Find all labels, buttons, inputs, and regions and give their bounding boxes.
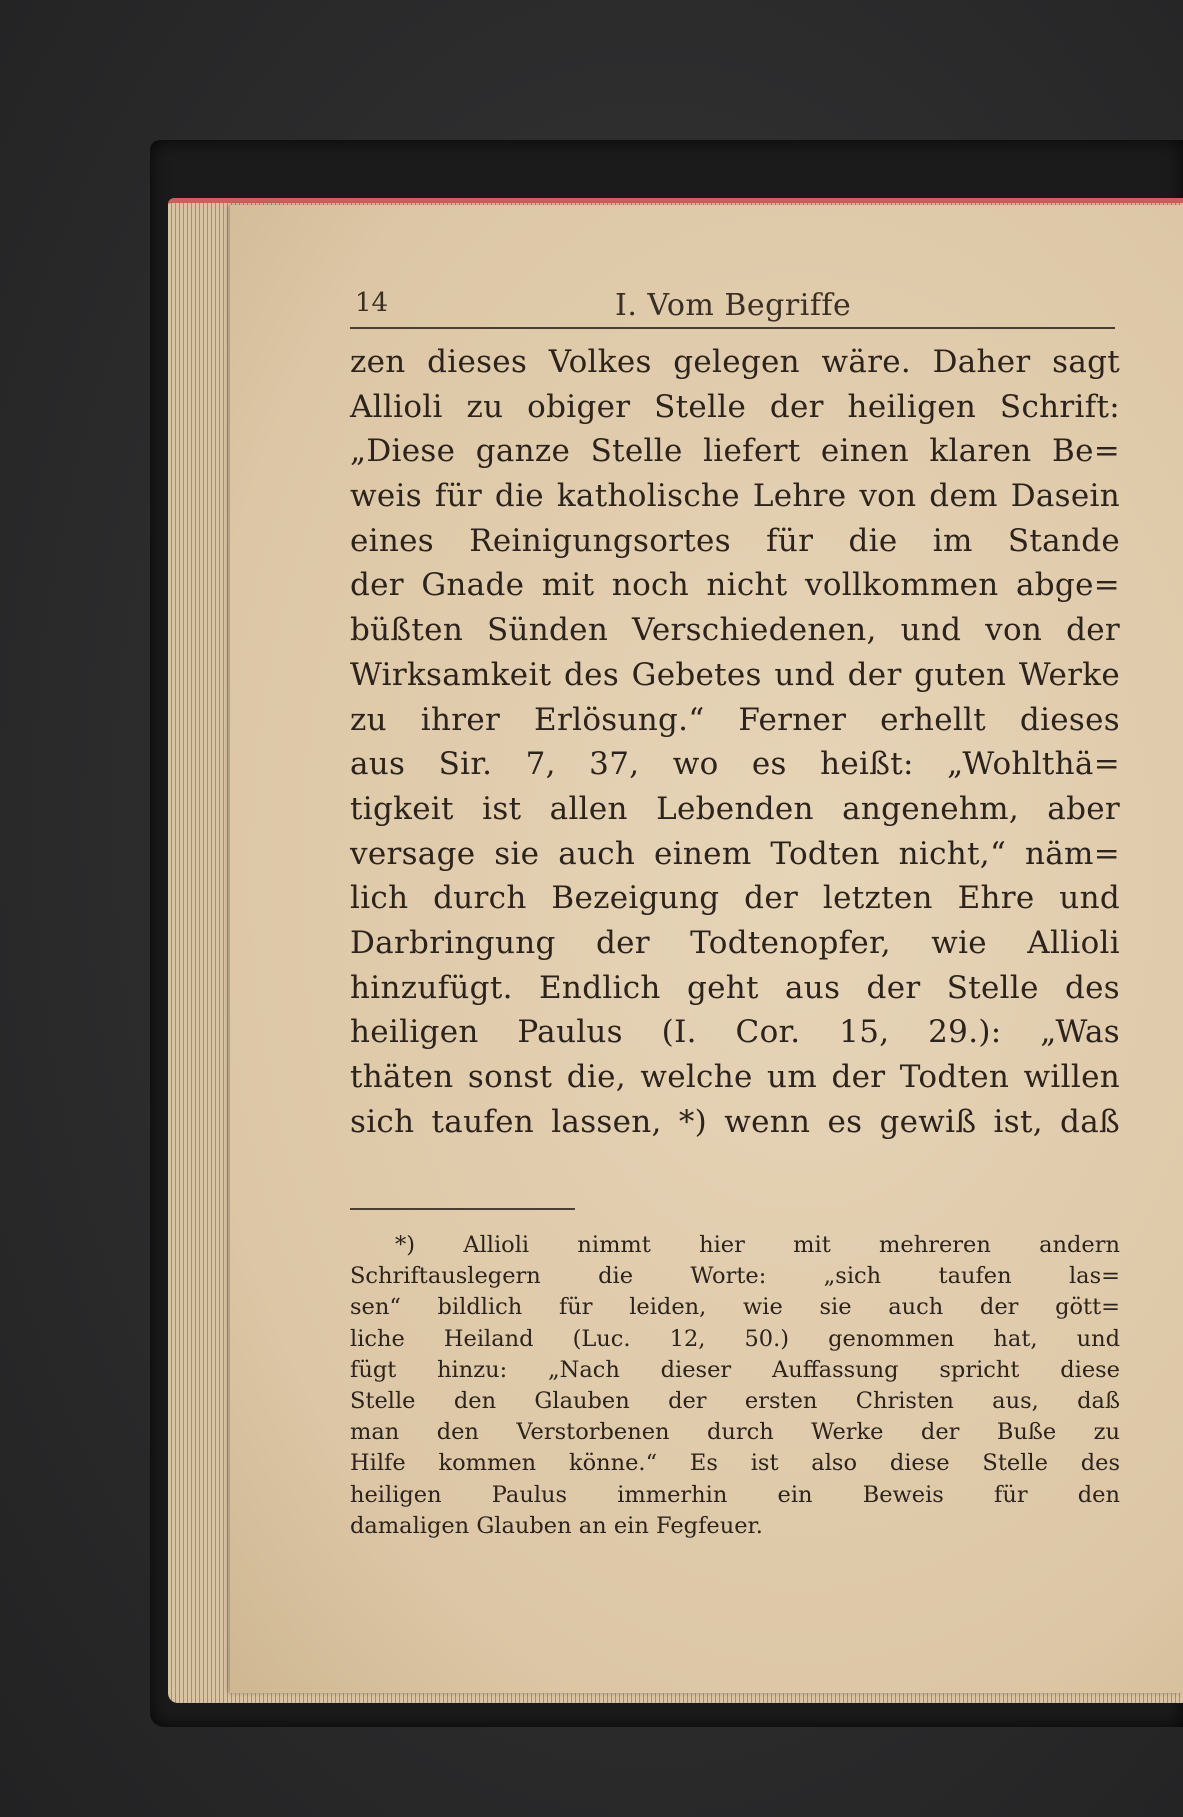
- footnote-line: Hilfe kommen könne.“ Es ist also diese Stelle des: [350, 1450, 1120, 1477]
- text-line: thäten sonst die, welche um der Todten willen: [350, 1059, 1120, 1095]
- main-text: [350, 340, 1120, 1144]
- footnote-line: sen“ bildlich für leiden, wie sie auch der gött=: [350, 1294, 1120, 1321]
- text-line: zu ihrer Erlösung.“ Ferner erhellt dieses: [350, 701, 1120, 738]
- text-line: versage sie auch einem Todten nicht,“ näm=: [350, 835, 1120, 872]
- text-line: weis für die katholische Lehre von dem Dasein: [350, 478, 1120, 515]
- footnote-rule: [350, 1208, 575, 1210]
- footnote-line: damaligen Glauben an ein Fegfeuer.: [350, 1512, 763, 1539]
- text-line: hinzufügt. Endlich geht aus der Stelle des: [350, 969, 1120, 1006]
- text-line: Allioli zu obiger Stelle der heiligen Schrift:: [350, 388, 1120, 425]
- chapter-title: I. Vom Begriffe: [615, 288, 852, 323]
- text-line: lich durch Bezeigung der letzten Ehre und: [350, 880, 1120, 917]
- running-head: [355, 288, 1115, 328]
- text-line: sich taufen lassen, *) wenn es gewiß ist, daß: [350, 1103, 1120, 1140]
- text-line: heiligen Paulus (I. Cor. 15, 29.): „Was: [350, 1014, 1120, 1051]
- text-line: zen dieses Volkes gelegen wäre. Daher sagt: [350, 344, 1120, 380]
- page-number: 14: [355, 288, 389, 318]
- header-rule: [350, 327, 1115, 329]
- text-line: Darbringung der Todtenopfer, wie Allioli: [350, 924, 1120, 961]
- text-line: büßten Sünden Verschiedenen, und von der: [350, 612, 1120, 649]
- footnote-line: Stelle den Glauben der ersten Christen aus, daß: [350, 1387, 1120, 1414]
- footnote-line: fügt hinzu: „Nach dieser Auffassung spricht diese: [350, 1356, 1120, 1383]
- footnote-line: man den Verstorbenen durch Werke der Buße zu: [350, 1419, 1120, 1446]
- text-line: „Diese ganze Stelle liefert einen klaren Be=: [350, 433, 1120, 470]
- text-line: Wirksamkeit des Gebetes und der guten Werke: [350, 656, 1120, 693]
- text-line: tigkeit ist allen Lebenden angenehm, aber: [350, 790, 1120, 827]
- text-line: aus Sir. 7, 37, wo es heißt: „Wohlthä=: [350, 746, 1120, 783]
- text-line: der Gnade mit noch nicht vollkommen abge=: [350, 567, 1120, 604]
- footnote-line: Schriftauslegern die Worte: „sich taufen las=: [350, 1263, 1120, 1290]
- footnote: [350, 1230, 1120, 1542]
- text-line: eines Reinigungsortes für die im Stande: [350, 522, 1120, 559]
- footnote-line: *) Allioli nimmt hier mit mehreren andern: [395, 1232, 1120, 1258]
- footnote-line: heiligen Paulus immerhin ein Beweis für den: [350, 1481, 1120, 1508]
- footnote-line: liche Heiland (Luc. 12, 50.) genommen hat, und: [350, 1325, 1120, 1352]
